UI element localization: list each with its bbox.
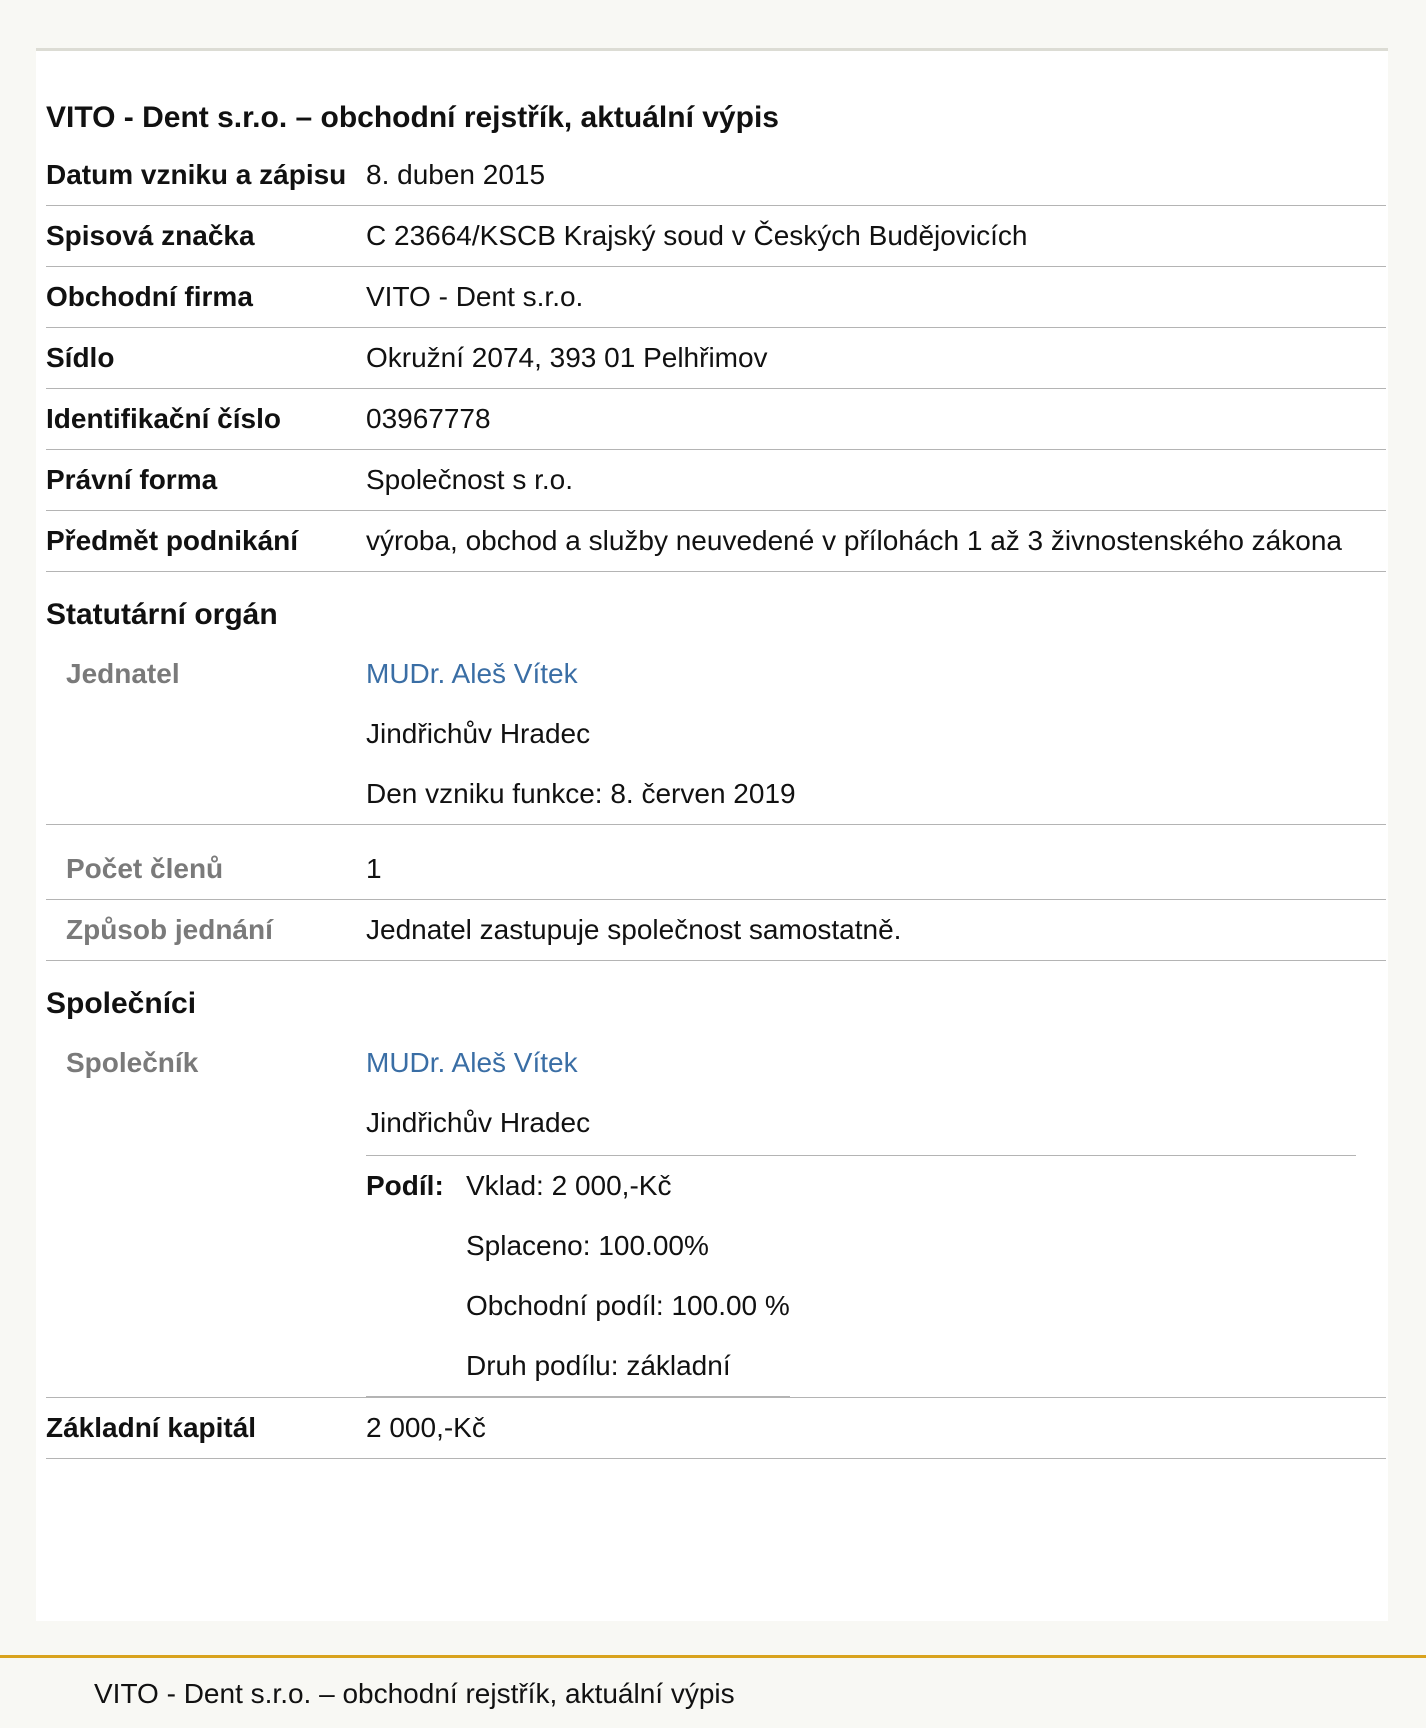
kapital-value: 2 000,-Kč [366, 1398, 1386, 1459]
spolecnik-details [366, 1033, 1386, 1398]
ic-label: Identifikační číslo [46, 389, 366, 450]
registry-extract-panel [36, 51, 1388, 1621]
spolecnici-heading: Společníci [46, 987, 197, 1020]
footer-divider [0, 1655, 1426, 1658]
podil-vklad: Vklad: 2 000,-Kč [466, 1170, 672, 1201]
spolecnik-label: Společník [46, 1033, 366, 1398]
zpusob-label: Způsob jednání [46, 900, 366, 961]
row-pocet-clenu [46, 825, 1386, 900]
row-statutarni-heading [46, 572, 1386, 645]
sidlo-label: Sídlo [46, 328, 366, 389]
statutarni-heading: Statutární orgán [46, 598, 278, 631]
podil-values [466, 1156, 790, 1397]
spisova-label: Spisová značka [46, 206, 366, 267]
firma-value: VITO - Dent s.r.o. [366, 267, 1386, 328]
pocet-label: Počet členů [46, 825, 366, 900]
row-obchodni-firma [46, 267, 1386, 328]
row-predmet-podnikani [46, 511, 1386, 572]
jednatel-city: Jindřichův Hradec [366, 718, 591, 749]
spisova-value: C 23664/KSCB Krajský soud v Českých Budějovicích [366, 206, 1386, 267]
spolecnik-city: Jindřichův Hradec [366, 1107, 591, 1138]
firma-label: Obchodní firma [46, 267, 366, 328]
row-jednatel [46, 644, 1386, 825]
jednatel-name-link[interactable]: MUDr. Aleš Vítek [366, 658, 578, 689]
registry-content [46, 51, 1386, 1459]
spolecnik-name-link[interactable]: MUDr. Aleš Vítek [366, 1047, 578, 1078]
row-pravni-forma [46, 450, 1386, 511]
datum-value: 8. duben 2015 [366, 145, 1386, 206]
row-identifikacni-cislo [46, 389, 1386, 450]
datum-label: Datum vzniku a zápisu [46, 145, 366, 206]
ic-value: 03967778 [366, 389, 1386, 450]
zpusob-value: Jednatel zastupuje společnost samostatně. [366, 900, 1386, 961]
row-zpusob-jednani [46, 900, 1386, 961]
podil-label: Podíl: [366, 1156, 466, 1397]
forma-label: Právní forma [46, 450, 366, 511]
predmet-label: Předmět podnikání [46, 511, 366, 572]
row-spolecnik [46, 1033, 1386, 1398]
podil-druh: Druh podílu: základní [466, 1350, 731, 1381]
jednatel-label: Jednatel [46, 644, 366, 825]
predmet-value: výroba, obchod a služby neuvedené v přílohách 1 až 3 živnostenského zákona [366, 511, 1386, 572]
podil-table [366, 1156, 790, 1397]
forma-value: Společnost s r.o. [366, 450, 1386, 511]
kapital-label: Základní kapitál [46, 1398, 366, 1459]
registry-table [46, 145, 1386, 1459]
row-sidlo [46, 328, 1386, 389]
jednatel-details [366, 644, 1386, 825]
podil-obchodni: Obchodní podíl: 100.00 % [466, 1290, 790, 1321]
page-title: VITO - Dent s.r.o. – obchodní rejstřík, aktuální výpis [46, 101, 779, 134]
row-spisova-znacka [46, 206, 1386, 267]
row-zakladni-kapital [46, 1398, 1386, 1459]
pocet-value: 1 [366, 825, 1386, 900]
podil-block [366, 1155, 1356, 1397]
podil-splaceno: Splaceno: 100.00% [466, 1230, 709, 1261]
row-datum-vzniku [46, 145, 1386, 206]
jednatel-since: Den vzniku funkce: 8. červen 2019 [366, 778, 796, 809]
row-spolecnici-heading [46, 961, 1386, 1034]
sidlo-value: Okružní 2074, 393 01 Pelhřimov [366, 328, 1386, 389]
footer-text: VITO - Dent s.r.o. – obchodní rejstřík, aktuální výpis [94, 1678, 735, 1709]
